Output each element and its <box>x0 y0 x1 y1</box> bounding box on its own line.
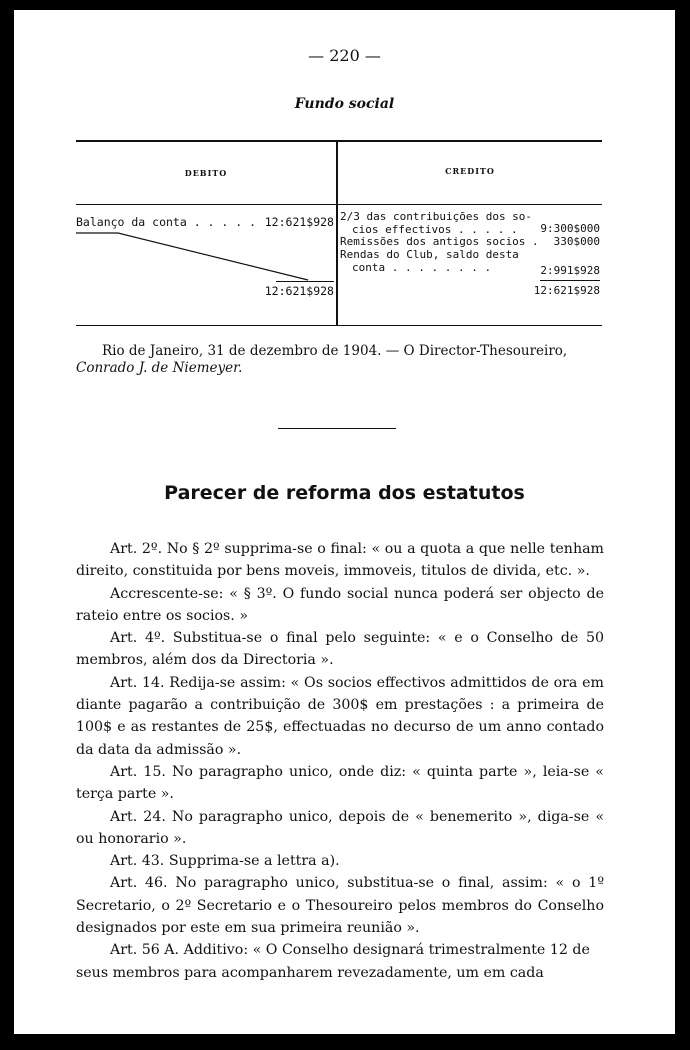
signature-date-line: Rio de Janeiro, 31 de dezembro de 1904. — O Director-Thesoureiro, <box>102 343 568 359</box>
debit-header: DEBITO <box>184 168 228 178</box>
table-top-rule <box>76 140 602 142</box>
credit-row-amount: 330$000 <box>553 235 600 248</box>
credit-row-label: 2/3 das contribuições dos so- cios effectivos . . . . . <box>340 210 533 236</box>
debit-row-label: Balanço da conta . . . . . <box>76 215 257 229</box>
credit-header: CREDITO <box>445 166 495 176</box>
article-paragraph: Art. 46. No paragrapho unico, substitua-se o final, assim: « o 1º Secretario, o 2º Secretario e o Thesoureiro pelos membros do Conselho designados por este em sua primeira reunião ». <box>76 875 604 937</box>
article-paragraph: Art. 2º. No § 2º supprima-se o final: « ou a quota a que nelle tenham direito, constituida por bens moveis, immoveis, titulos de divida, etc. ». <box>76 541 604 580</box>
article-paragraph: Art. 24. No paragrapho unico, depois de « benemerito », diga-se « ou honorario ». <box>76 808 604 847</box>
credit-row-amount: 2:991$928 <box>540 264 600 277</box>
section-title: Parecer de reforma dos estatutos <box>164 482 525 504</box>
header-rule <box>76 204 602 205</box>
credit-row-label: Rendas do Club, saldo desta conta . . . . . . . . <box>340 248 519 274</box>
article-paragraph: Art. 15. No paragrapho unico, onde diz: « quinta parte », leia-se « terça parte ». <box>76 763 604 803</box>
credit-row-amount: 9:300$000 <box>540 222 600 235</box>
credit-sum-rule <box>540 280 600 281</box>
debit-sum-rule <box>276 281 334 282</box>
signature-name: Conrado J. de Niemeyer. <box>76 360 243 376</box>
debit-row-amount: 12:621$928 <box>264 215 334 229</box>
credit-total: 12:621$928 <box>533 284 600 297</box>
article-list <box>76 538 604 984</box>
article-paragraph: Art. 4º. Substitua-se o final pelo seguinte: « e o Conselho de 50 membros, além dos da Directoria ». <box>76 630 604 669</box>
article-paragraph: Art. 14. Redija-se assim: « Os socios effectivos admittidos de ora em diante pagarão a contribuição de 300$ em prestações : a primeira de 100$ e as restantes de 25$, effectuadas no decurso de um anno contado da data da admissão ». <box>76 674 604 758</box>
document-page <box>14 10 675 1034</box>
page-number: — 220 — <box>308 46 381 65</box>
ledger-blank-line <box>76 230 336 282</box>
section-divider <box>278 428 396 429</box>
table-bottom-rule <box>76 325 602 326</box>
article-paragraph: Art. 43. Supprima-se a lettra a). <box>110 853 340 870</box>
debit-total: 12:621$928 <box>264 284 334 298</box>
credit-row-label: Remissões dos antigos socios . <box>340 235 539 248</box>
article-paragraph: Art. 56 A. Additivo: « O Conselho designará trimestralmente 12 de seus membros para acompanharem revezadamente, um em cada <box>76 942 590 981</box>
fund-title: Fundo social <box>294 96 395 112</box>
article-paragraph: Accrescente-se: « § 3º. O fundo social nunca poderá ser objecto de rateio entre os socios. » <box>76 585 604 624</box>
signature-block <box>76 343 604 377</box>
